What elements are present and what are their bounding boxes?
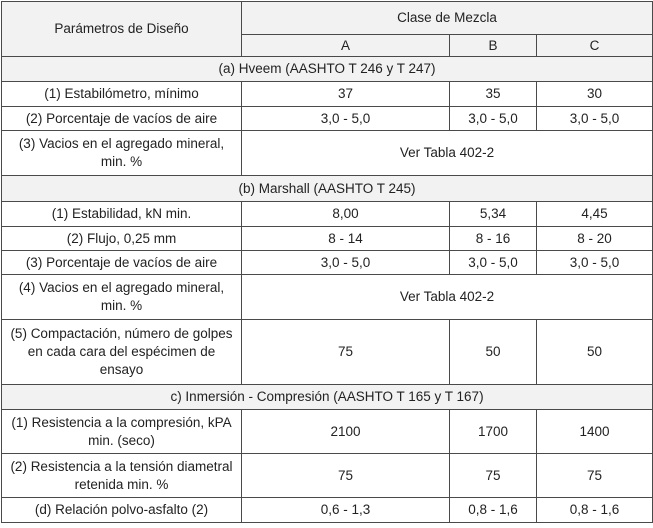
merged-value: Ver Tabla 402-2: [242, 131, 653, 176]
col-header-b: B: [450, 35, 537, 57]
param-label: (2) Resistencia a la tensión diametral retenida min. %: [2, 454, 242, 498]
value-c: 1400: [537, 410, 653, 454]
table-row: [2, 410, 653, 454]
param-label: (d) Relación polvo-asfalto (2): [2, 498, 242, 523]
value-c: 3,0 - 5,0: [537, 107, 653, 131]
table-row: [2, 107, 653, 131]
value-a: 2100: [242, 410, 450, 454]
design-parameters-table: [1, 1, 653, 523]
value-b: 3,0 - 5,0: [450, 251, 537, 275]
param-label: (1) Estabilidad, kN min.: [2, 202, 242, 227]
value-b: 5,34: [450, 202, 537, 227]
value-b: 35: [450, 82, 537, 107]
table-row: [2, 202, 653, 227]
section-row-hveem: [2, 57, 653, 82]
table-row: [2, 275, 653, 320]
table-row: [2, 82, 653, 107]
value-a: 37: [242, 82, 450, 107]
header-row-1: [2, 2, 653, 35]
value-c: 0,8 - 1,6: [537, 498, 653, 523]
param-label: (4) Vacios en el agregado mineral, min. %: [2, 275, 242, 320]
value-b: 50: [450, 320, 537, 385]
table-row: [2, 454, 653, 498]
value-a: 75: [242, 454, 450, 498]
value-c: 3,0 - 5,0: [537, 251, 653, 275]
merged-value: Ver Tabla 402-2: [242, 275, 653, 320]
clase-mezcla-header: Clase de Mezcla: [242, 2, 653, 35]
param-label: (1) Resistencia a la compresión, kPA min. (seco): [2, 410, 242, 454]
value-a: 0,6 - 1,3: [242, 498, 450, 523]
table-row: [2, 131, 653, 176]
value-a: 3,0 - 5,0: [242, 107, 450, 131]
value-a: 3,0 - 5,0: [242, 251, 450, 275]
value-c: 8 - 20: [537, 227, 653, 251]
value-a: 8 - 14: [242, 227, 450, 251]
table-row: [2, 320, 653, 385]
document-page: [0, 1, 653, 528]
value-c: 4,45: [537, 202, 653, 227]
col-header-c: C: [537, 35, 653, 57]
value-c: 75: [537, 454, 653, 498]
value-b: 8 - 16: [450, 227, 537, 251]
section-title-hveem: (a) Hveem (AASHTO T 246 y T 247): [2, 57, 653, 82]
value-c: 30: [537, 82, 653, 107]
value-a: 75: [242, 320, 450, 385]
table-row: [2, 498, 653, 523]
table-row: [2, 251, 653, 275]
section-row-inmersion: [2, 385, 653, 410]
col-header-a: A: [242, 35, 450, 57]
params-header: Parámetros de Diseño: [2, 2, 242, 57]
param-label: (3) Vacios en el agregado mineral, min. %: [2, 131, 242, 176]
param-label: (2) Porcentaje de vacíos de aire: [2, 107, 242, 131]
section-row-marshall: [2, 176, 653, 202]
section-title-marshall: (b) Marshall (AASHTO T 245): [2, 176, 653, 202]
value-b: 3,0 - 5,0: [450, 107, 537, 131]
param-label: (2) Flujo, 0,25 mm: [2, 227, 242, 251]
section-title-inmersion: c) Inmersión - Compresión (AASHTO T 165 y T 167): [2, 385, 653, 410]
value-b: 0,8 - 1,6: [450, 498, 537, 523]
param-label: (3) Porcentaje de vacíos de aire: [2, 251, 242, 275]
param-label: (1) Estabilómetro, mínimo: [2, 82, 242, 107]
value-c: 50: [537, 320, 653, 385]
param-label: (5) Compactación, número de golpes en cada cara del espécimen de ensayo: [2, 320, 242, 385]
value-b: 75: [450, 454, 537, 498]
value-b: 1700: [450, 410, 537, 454]
table-row: [2, 227, 653, 251]
value-a: 8,00: [242, 202, 450, 227]
